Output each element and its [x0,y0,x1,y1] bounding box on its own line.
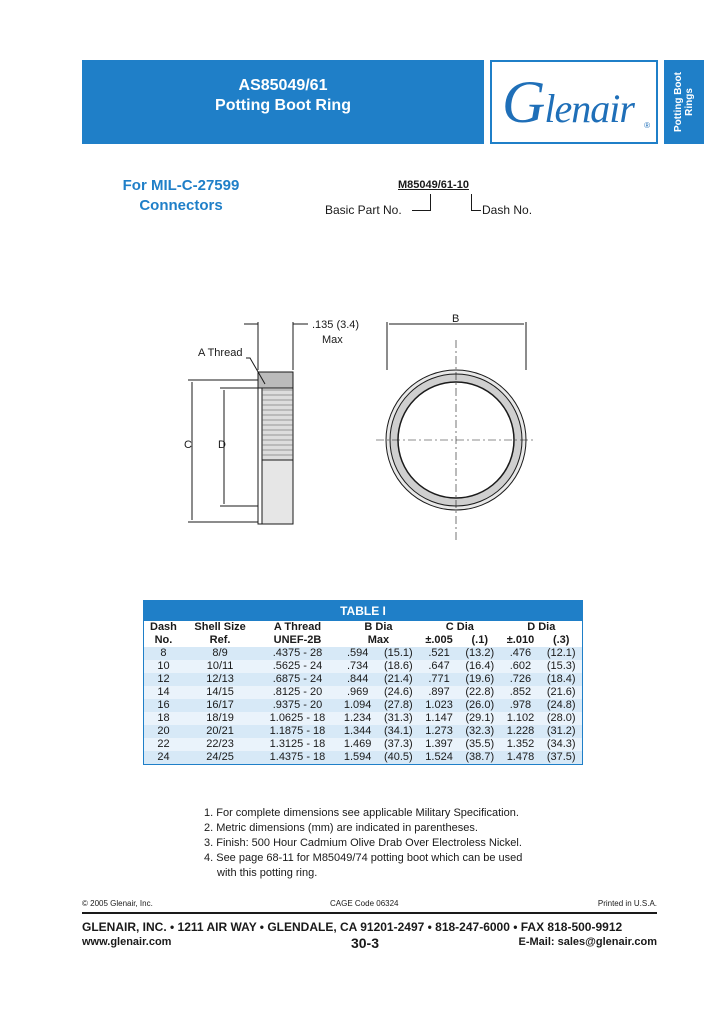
svg-text:D: D [218,439,226,451]
table-cell: .647 [428,660,450,672]
notes-list [204,806,624,881]
table-cell: 16/17 [206,699,234,711]
email-link[interactable]: E-Mail: sales@glenair.com [518,936,657,948]
table-cell: (31.2) [546,725,576,737]
svg-text:.135 (3.4): .135 (3.4) [312,319,360,331]
table-cell: 1.478 [506,751,535,763]
table-cell: (31.3) [383,712,413,724]
glenair-logo [490,60,658,144]
note-item: 3. Finish: 500 Hour Cadmium Olive Drab Over Electroless Nickel. [204,837,522,849]
copyright: © 2005 Glenair, Inc. [82,899,153,908]
table-cell: (32.3) [465,725,495,737]
table-cell: 1.228 [506,725,535,737]
part-number-example: M85049/61-10 [398,179,469,191]
ring-drawing [170,300,550,540]
table-cell: .4375 - 28 [272,647,323,659]
table-cell: (37.3) [383,738,413,750]
table-cell: .521 [428,647,450,659]
table-cell: .5625 - 24 [272,660,323,672]
table-cell: (38.7) [465,751,495,763]
table-cell: 8 [160,647,167,659]
table-row [144,699,582,712]
registered-mark: ® [644,121,650,130]
note-item: 4. See page 68-11 for M85049/74 potting boot which can be used [204,852,523,864]
svg-text:C: C [184,439,192,451]
table-cell: 1.0625 - 18 [269,712,326,724]
logo-wordmark: Glenair [502,69,634,135]
table-cell: (22.8) [465,686,495,698]
basic-callout-horizontal [412,210,431,211]
table-cell: .594 [346,647,369,659]
table-cell: (26.0) [465,699,495,711]
table-cell: 1.023 [425,699,453,711]
table-row [144,673,582,686]
table-cell: 20/21 [206,725,234,737]
company-address: GLENAIR, INC. • 1211 AIR WAY • GLENDALE, CA 91201-2497 • 818-247-6000 • FAX 818-500-9912 [82,920,623,934]
table-cell: 1.352 [506,738,535,750]
table-cell: 12 [157,673,170,685]
table-row [144,686,582,699]
b-label: B [452,313,460,325]
table-cell: 1.1875 - 18 [269,725,326,737]
table-cell: 22 [157,738,170,750]
table-cell: (18.4) [546,673,576,685]
table-cell: 1.397 [425,738,453,750]
dash-callout-vertical [471,194,472,210]
table-cell: .6875 - 24 [272,673,323,685]
table-cell: (16.4) [465,660,495,672]
note-item-continued: with this potting ring. [217,867,318,879]
application-heading: For MIL-C-27599 Connectors [122,177,240,214]
table-cell: 18 [157,712,170,724]
table-cell: .476 [509,647,532,659]
table-cell: 14 [157,686,170,698]
table-cell: 1.234 [343,712,372,724]
table-cell: (34.3) [546,738,576,750]
table-row [144,725,582,738]
table-cell: 24/25 [206,751,234,763]
cage-code: CAGE Code 06324 [330,899,399,908]
table-cell: (12.1) [546,647,576,659]
table-cell: (37.5) [546,751,576,763]
table-title: TABLE I [144,601,582,621]
document-title: AS85049/61 [238,77,328,94]
table-row [144,647,582,660]
table-header-row-1: Dash Shell Size A Thread B Dia C Dia D Dia [144,621,582,634]
table-cell: (40.5) [383,751,413,763]
table-cell: (29.1) [465,712,495,724]
table-cell: 18/19 [206,712,234,724]
table-cell: (27.8) [383,699,413,711]
svg-text:A Thread: A Thread [198,347,243,359]
note-item: 2. Metric dimensions (mm) are indicated in parentheses. [204,822,478,834]
table-cell: 1.4375 - 18 [269,751,326,763]
table-cell: 1.524 [425,751,453,763]
table-cell: (21.4) [383,673,413,685]
section-tab [664,60,704,144]
table-cell: .726 [509,673,532,685]
table-cell: 1.273 [425,725,453,737]
table-cell: (15.1) [383,647,413,659]
table-cell: 1.469 [343,738,372,750]
table-cell: 10 [157,660,170,672]
basic-part-label: Basic Part No. [325,203,402,217]
document-subtitle: Potting Boot Ring [215,97,351,114]
table-cell: 12/13 [206,673,234,685]
footer-rule [82,912,657,914]
table-cell: .897 [428,686,450,698]
table-cell: .771 [428,673,450,685]
table-cell: .602 [509,660,532,672]
dash-number-label: Dash No. [482,203,533,217]
table-cell: 1.3125 - 18 [269,738,326,750]
section-tab-label: Potting Boot Rings [673,72,695,132]
table-cell: .978 [509,699,532,711]
table-cell: 8/9 [212,647,228,659]
table-cell: (15.3) [546,660,576,672]
table-cell: .734 [346,660,369,672]
table-cell: (18.6) [383,660,413,672]
table-cell: (19.6) [465,673,495,685]
printed-in: Printed in U.S.A. [597,899,657,908]
dash-callout-horizontal [471,210,481,211]
table-cell: 1.147 [425,712,453,724]
table-cell: 14/15 [206,686,234,698]
table-row [144,660,582,673]
svg-text:Max: Max [322,334,343,346]
table-cell: .8125 - 20 [272,686,323,698]
table-cell: 1.344 [343,725,372,737]
table-cell: (24.6) [383,686,413,698]
table-cell: (28.0) [546,712,576,724]
basic-callout-vertical [430,194,431,210]
table-cell: .969 [346,686,369,698]
table-cell: 10/11 [206,660,234,672]
table-cell: 16 [157,699,170,711]
table-row [144,712,582,725]
page-number: 30-3 [350,935,380,951]
table-row [144,751,582,764]
dimension-table [143,600,583,765]
table-cell: (13.2) [465,647,495,659]
table-cell: 1.594 [343,751,372,763]
note-item: 1. For complete dimensions see applicable Military Specification. [204,807,519,819]
table-cell: (34.1) [383,725,413,737]
table-cell: 20 [157,725,170,737]
table-cell: (24.8) [546,699,576,711]
table-cell: 22/23 [206,738,234,750]
table-cell: .844 [346,673,369,685]
title-box [82,60,484,144]
table-cell: 1.102 [506,712,535,724]
table-grid [144,621,582,764]
table-header-row-2: No. Ref. UNEF-2B Max ±.005 (.1) ±.010 (.3) [144,634,582,647]
table-cell: (21.6) [546,686,576,698]
table-cell: 1.094 [343,699,372,711]
table-cell: .9375 - 20 [272,699,323,711]
table-row [144,738,582,751]
table-cell: (35.5) [465,738,495,750]
front-view [376,322,536,540]
table-body [144,647,582,764]
table-cell: 24 [157,751,170,763]
website-link[interactable]: www.glenair.com [82,936,172,948]
table-cell: .852 [509,686,532,698]
